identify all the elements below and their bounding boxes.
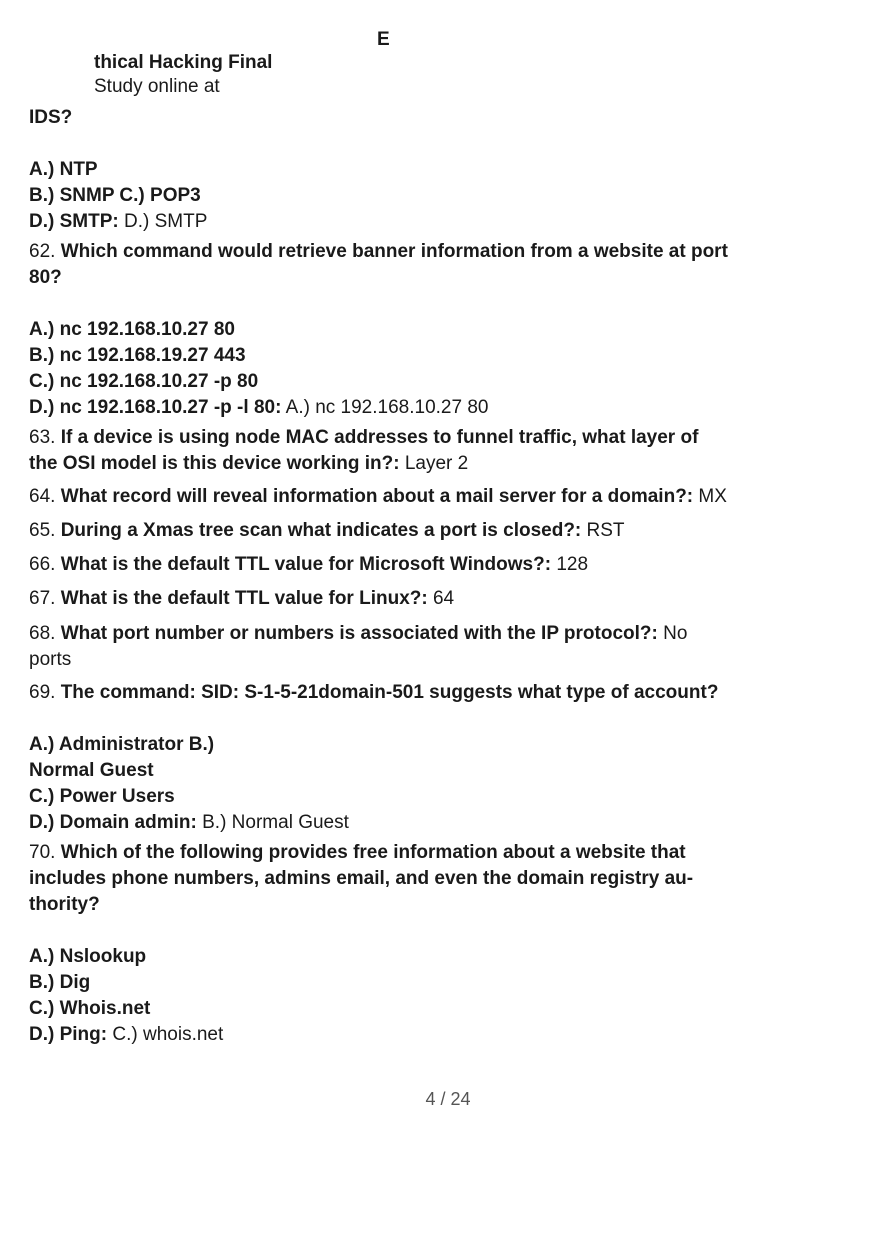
option-d: D.) SMTP: [29, 211, 119, 232]
option-c: C.) Whois.net [29, 998, 151, 1019]
question-text-cont: thority? [29, 894, 100, 915]
answer: 64 [432, 588, 455, 609]
question-67 [29, 586, 749, 612]
answer: Layer 2 [404, 453, 469, 474]
question-text: Which of the following provides free information about a website that [60, 842, 686, 863]
question-text: What port number or numbers is associated with the IP protocol?: [60, 623, 658, 644]
question-text: What is the default TTL value for Linux?: [60, 588, 428, 609]
question-number: 65. [29, 520, 56, 541]
question-69 [29, 680, 749, 836]
question-text: What record will reveal information about a mail server for a domain?: [60, 486, 694, 507]
answer: RST [586, 520, 625, 541]
option-a: A.) NTP [29, 159, 98, 180]
option-b: B.) nc 192.168.19.27 443 [29, 345, 246, 366]
question-number: 63. [29, 427, 56, 448]
option-d: D.) Ping: [29, 1024, 108, 1045]
question-text-cont: 80? [29, 267, 62, 288]
option-c: C.) nc 192.168.10.27 -p 80 [29, 371, 259, 392]
question-number: 67. [29, 588, 56, 609]
answer: C.) whois.net [112, 1024, 224, 1045]
option-d: D.) nc 192.168.10.27 -p -l 80: [29, 397, 282, 418]
question-number: 62. [29, 241, 56, 262]
answer: No [663, 623, 688, 644]
option-a: A.) Nslookup [29, 946, 147, 967]
question-text: Which command would retrieve banner information from a website at port [60, 241, 728, 262]
question-number: 69. [29, 682, 56, 703]
answer: MX [698, 486, 727, 507]
question-66 [29, 552, 749, 578]
question-62 [29, 239, 749, 421]
question-65 [29, 518, 749, 544]
answer: D.) SMTP [124, 211, 208, 232]
answer: 128 [556, 554, 589, 575]
option-bc: B.) SNMP C.) POP3 [29, 185, 201, 206]
question-text-cont: the OSI model is this device working in?: [29, 453, 400, 474]
question-text-cont: includes phone numbers, admins email, and even the domain registry au- [29, 868, 694, 889]
option-a: A.) nc 192.168.10.27 80 [29, 319, 235, 340]
question-number: 68. [29, 623, 56, 644]
answer: B.) Normal Guest [202, 812, 349, 833]
question-number: 64. [29, 486, 56, 507]
question-64 [29, 484, 749, 510]
header-letter: E [377, 29, 390, 50]
question-text: If a device is using node MAC addresses to funnel traffic, what layer of [60, 427, 699, 448]
question-61 [29, 105, 749, 235]
document-title: thical Hacking Final [94, 52, 273, 73]
option-ab: A.) Administrator B.) [29, 734, 215, 755]
question-70 [29, 840, 749, 1048]
question-number: 70. [29, 842, 56, 863]
option-d: D.) Domain admin: [29, 812, 197, 833]
question-68 [29, 621, 749, 673]
answer: A.) nc 192.168.10.27 80 [285, 397, 489, 418]
question-text: IDS? [29, 107, 73, 128]
page-number: 4 / 24 [425, 1089, 471, 1109]
option-b: B.) Dig [29, 972, 91, 993]
question-63 [29, 425, 749, 477]
question-text: What is the default TTL value for Microsoft Windows?: [60, 554, 552, 575]
question-number: 66. [29, 554, 56, 575]
option-c: C.) Power Users [29, 786, 175, 807]
document-subtitle: Study online at [94, 76, 220, 97]
question-text: During a Xmas tree scan what indicates a port is closed?: [60, 520, 582, 541]
answer-cont: ports [29, 649, 72, 670]
question-text: The command: SID: S-1-5-21domain-501 suggests what type of account? [60, 682, 719, 703]
option-b-cont: Normal Guest [29, 760, 154, 781]
